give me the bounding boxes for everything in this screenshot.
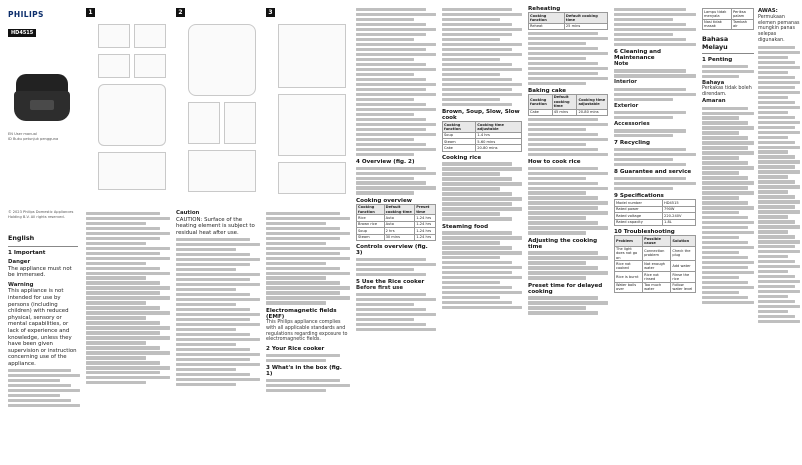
cover-language-en: EN User manual (8, 132, 37, 136)
awas-label: AWAS: (758, 8, 778, 14)
troubleshooting-table: Problem Possible cause Solution The light does not go on Connection problem Check the plug Rice not cooked Not enough water Add water Rice is burnt Rice not rinsed Rinse the rice Water boils over Too much water Follow water level (614, 235, 696, 293)
emf-heading: Electromagnetic fields (EMF) (266, 307, 337, 320)
cover-footer: © 2023 Philips Domestic Appliances Holding B.V. All rights reserved. (8, 210, 74, 219)
reheating-column (528, 0, 608, 465)
caution-text: CAUTION: Surface of the heating element is subject to residual heat after use. (176, 216, 255, 236)
cooking-overview-heading: Cooking overview (356, 197, 412, 204)
guarantee-heading: 8 Guarantee and service (614, 169, 692, 176)
caution-label: Caution (176, 210, 200, 216)
table-row: Lampu tidak menyala Periksa palam (703, 9, 754, 20)
overview-column (356, 0, 436, 465)
cooking-column (442, 0, 522, 465)
steaming-heading: Steaming food (442, 223, 489, 230)
table-row: Rice Auto 1-24 hrs (357, 215, 436, 221)
cooking-overview-table (356, 204, 436, 241)
cover-language-id: ID Buku petunjuk pengguna (8, 136, 59, 141)
table-row: Cake 45 mins 20-80 mins (529, 109, 608, 115)
table-row: The light does not go on Connection problem Check the plug (615, 246, 696, 261)
id-troubleshooting-table (702, 8, 754, 30)
product-image (14, 74, 70, 124)
control-panel (30, 100, 54, 110)
table-row: Rice not cooked Not enough water Add water (615, 261, 696, 272)
recycling-heading: 7 Recycling (614, 140, 651, 147)
philips-logo: PHILIPS (8, 10, 44, 19)
figure-1-number: 1 (86, 8, 95, 17)
before-first-use: Before first use (356, 284, 404, 291)
cleaning-heading: 6 Cleaning and Maintenance (614, 49, 662, 62)
warning-label: Warning (8, 281, 34, 288)
danger-text: The appliance must not be immersed. (8, 265, 72, 279)
baking-table: Cooking function Default cooking time Cooking time adjustable Cake 45 mins 20-80 mins (528, 94, 608, 116)
note-label: Note (614, 61, 629, 68)
awas-text: Permukaan elemen pemanas mungkin panas selepas digunakan. (758, 14, 800, 44)
figure-2-panel (176, 0, 260, 465)
bahaya-label: Bahaya (702, 79, 725, 86)
preset-heading: Preset time for delayed cooking (528, 282, 603, 295)
troubleshooting-heading: 10 Troubleshooting (614, 228, 675, 235)
figure-1-panel (86, 0, 170, 465)
amaran-label: Amaran (702, 98, 726, 105)
bahasa-heading: Bahasa Melayu (702, 35, 729, 52)
col-function: Cooking function (357, 204, 385, 215)
important-heading: 1 Important (8, 250, 46, 256)
table-row: Rated voltage 220-240V (615, 213, 696, 219)
use-heading: 5 Use the Rice cooker (356, 278, 425, 285)
table-row: Rice is burnt Rice not rinsed Rinse the rice (615, 271, 696, 282)
specifications-heading: 9 Specifications (614, 193, 664, 200)
table-row: Soup 2 hrs 1-24 hrs (357, 228, 436, 234)
warning-text: This appliance is not intended for use by persons (including children) with reduced physical, sensory or mental capabilities, or lack of experience and knowledge, unless they have been given supervision or instruction concerning use of the appliance. (8, 288, 77, 367)
specifications-table (614, 199, 696, 226)
table-row: Steam 5-60 mins (443, 138, 522, 144)
reheating-heading: Reheating (528, 6, 561, 12)
danger-label: Danger (8, 259, 31, 265)
col-preset: Preset time (415, 204, 436, 215)
table-row: Cake 20-80 mins (443, 145, 522, 151)
bahaya-text: Perkakas tidak boleh direndam. (702, 86, 752, 98)
accessories-label: Accessories (614, 120, 650, 127)
table-row: Reheat 25 mins (529, 23, 608, 29)
baking-heading: Baking cake (528, 87, 567, 94)
adjusting-heading: Adjusting the cooking time (528, 237, 598, 250)
figure-3-number: 3 (266, 8, 275, 17)
figure-2-number: 2 (176, 8, 185, 17)
cover-page (8, 0, 80, 465)
cooking-rice-heading: Cooking rice (442, 154, 482, 161)
how-to-cook-heading: How to cook rice (528, 158, 581, 165)
bahasa-column-1 (702, 0, 754, 465)
table-row: Nasi tidak masak Tambah air (703, 19, 754, 30)
model-badge: HD4515 (8, 29, 36, 37)
table-row: Soup 1-4 hrs (443, 132, 522, 138)
col-time: Default cooking time (384, 204, 415, 215)
brown-rice-heading: Brown, Soup, Slow, Slow cook (442, 109, 520, 121)
emf-text: This Philips appliance complies with all applicable standards and regulations regarding exposure to electromagnetic fields. (266, 319, 348, 343)
brown-rice-table: Cooking function Cooking time adjustable Soup 1-4 hrs Steam 5-60 mins Cake 20-80 mins (442, 121, 522, 152)
controls-overview-heading: Controls overview (fig. 3) (356, 243, 428, 256)
table-row: Steam 30 mins 1-24 hrs (357, 234, 436, 240)
table-row: Water boils over Too much water Follow water level (615, 282, 696, 293)
penting-heading: 1 Penting (702, 57, 733, 64)
overview-heading: 4 Overview (fig. 2) (356, 158, 415, 165)
reheating-table: Cooking function Default cooking time Reheat 25 mins (528, 12, 608, 30)
maintenance-column (614, 0, 696, 465)
whats-in-box-heading: 3 What's in the box (fig. 1) (266, 365, 342, 378)
table-row: Rated power 790W (615, 206, 696, 212)
bahasa-column-2 (758, 0, 800, 465)
interior-label: Interior (614, 79, 637, 86)
exterior-label: Exterior (614, 102, 639, 109)
figure-3-panel (266, 0, 350, 465)
table-row: Rated capacity 1.8L (615, 219, 696, 225)
table-row: Brown rice Auto 1-24 hrs (357, 221, 436, 227)
table-row: Model number HD4515 (615, 200, 696, 206)
your-rice-cooker-heading: 2 Your Rice cooker (266, 346, 325, 353)
english-heading: English (8, 234, 35, 242)
